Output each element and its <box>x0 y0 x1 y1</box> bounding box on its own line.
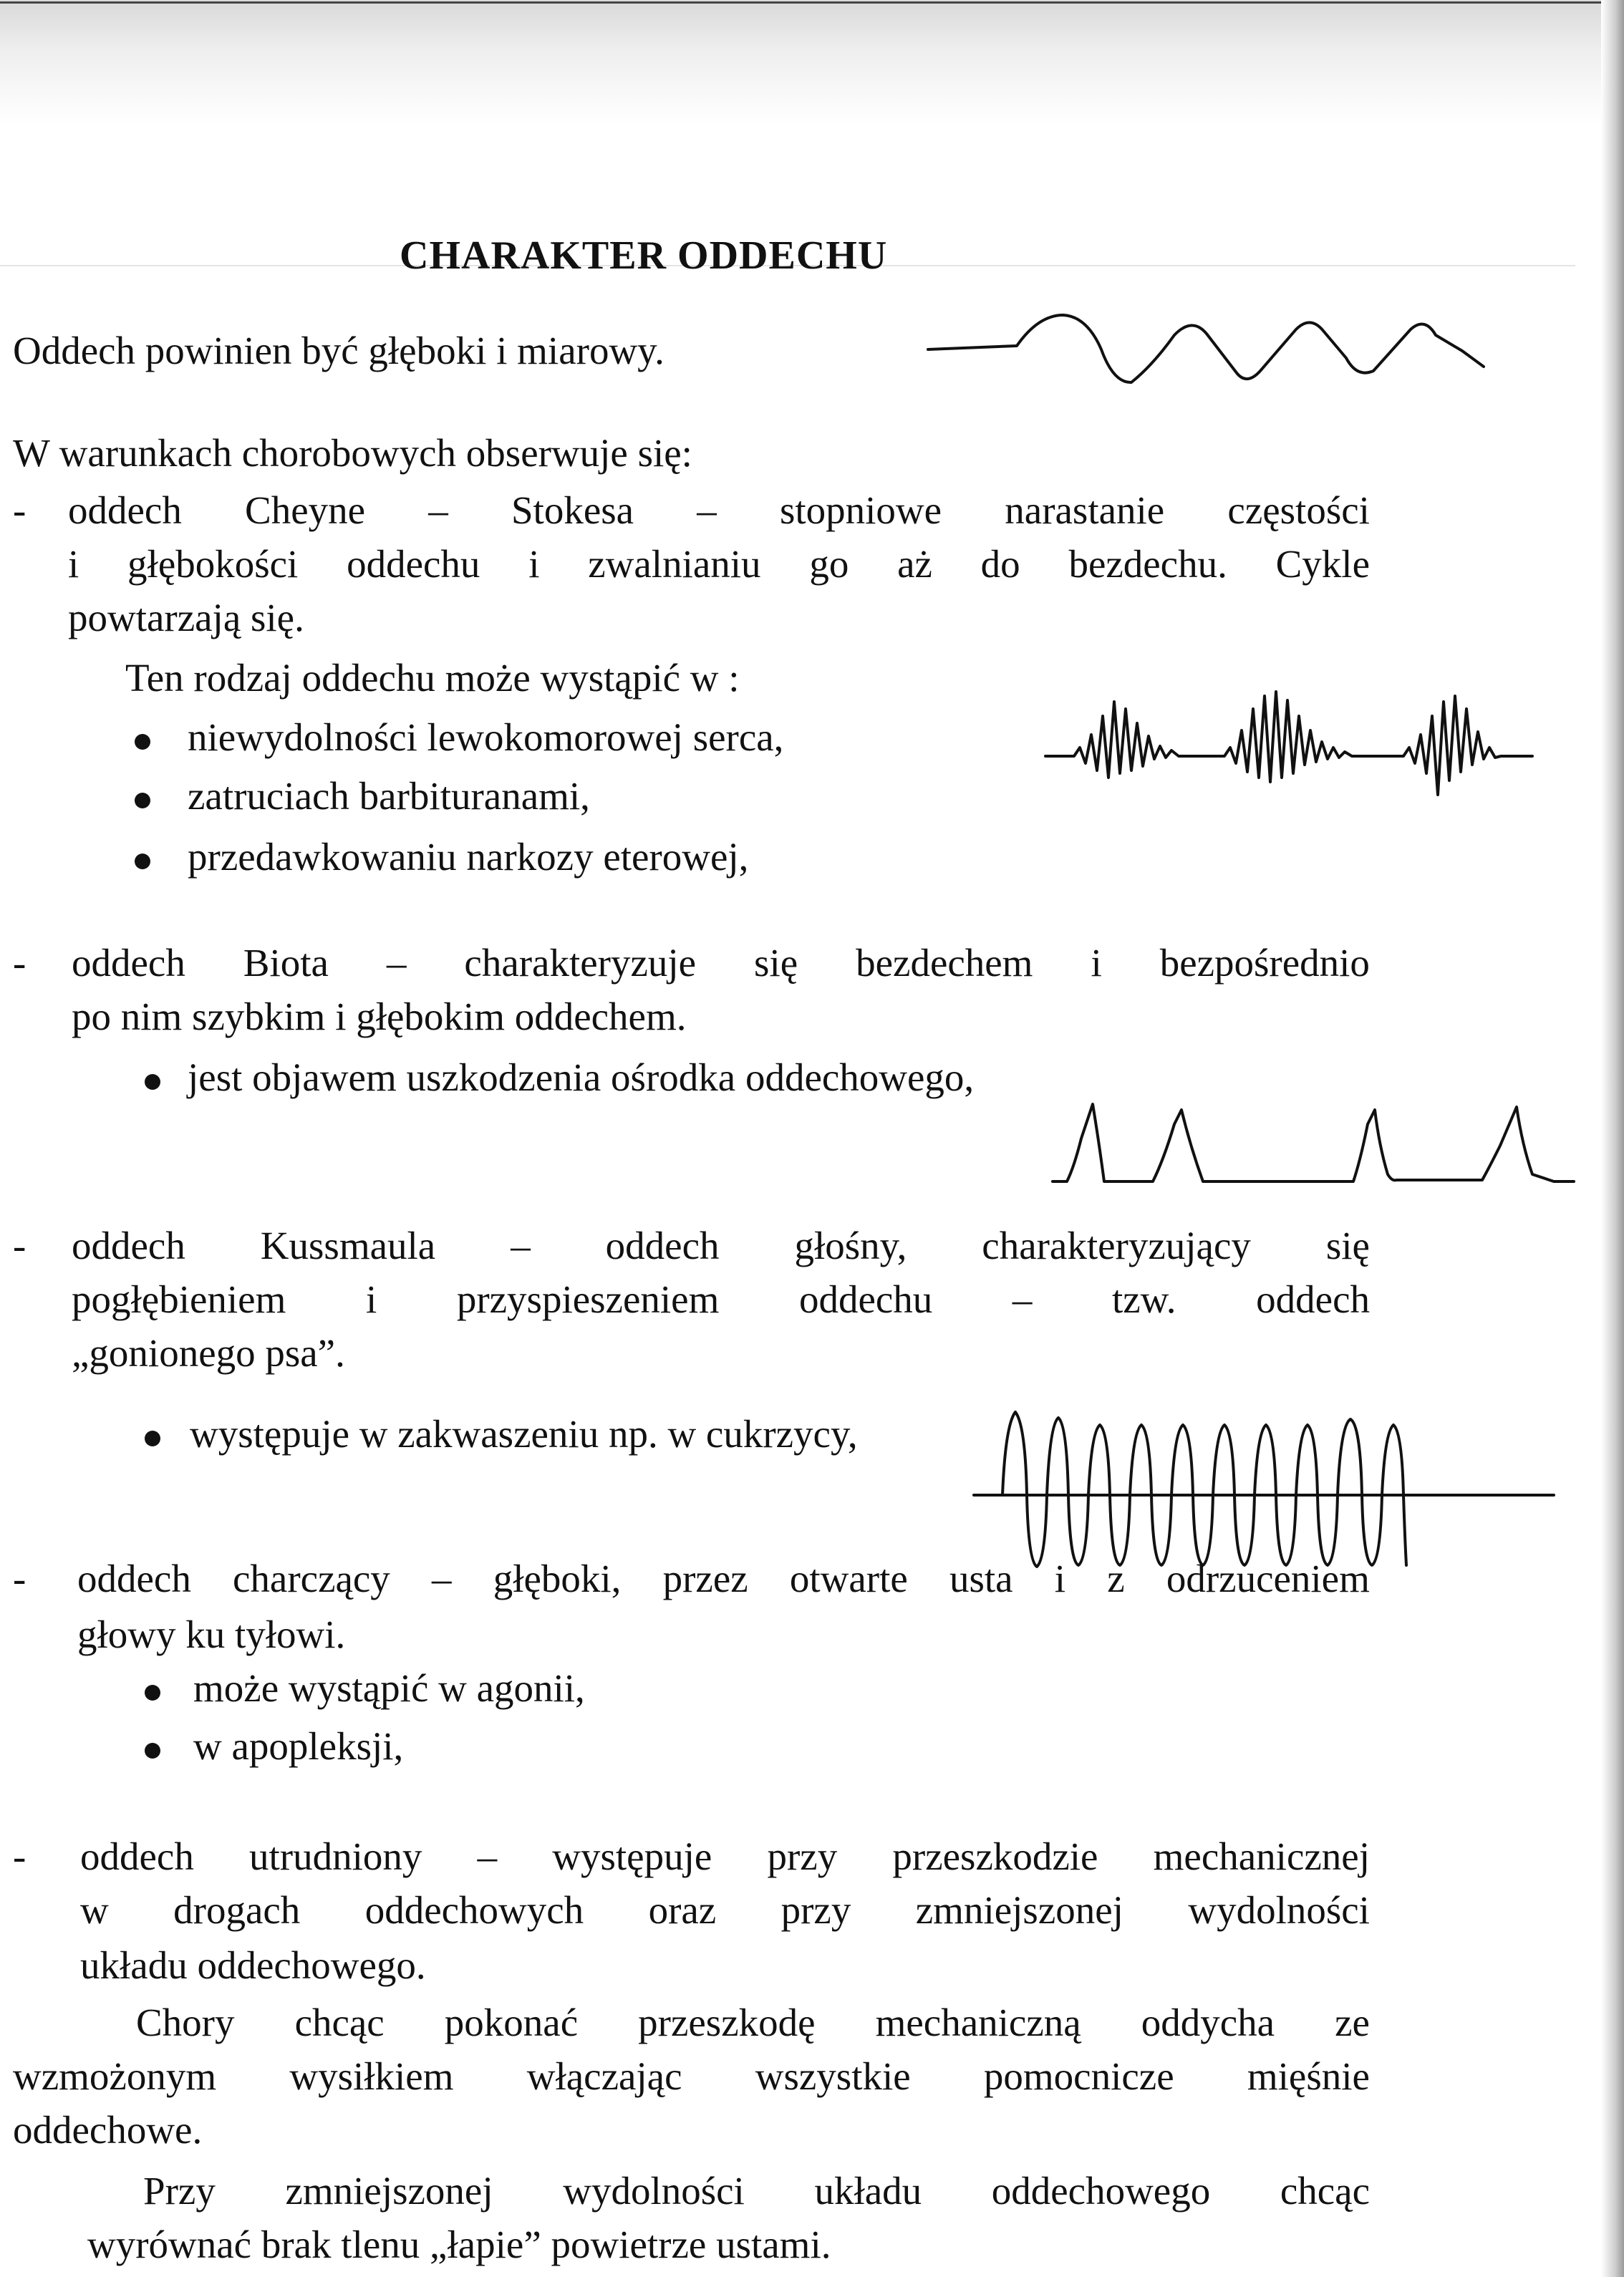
word: Cheyne <box>245 488 366 532</box>
dash-cheyne: - <box>13 488 26 532</box>
cheyne-item: przedawkowaniu narkozy eterowej, <box>188 835 749 879</box>
cheyne-stokes-waveform <box>1045 687 1547 816</box>
utrudniony-para1-line2 <box>13 2051 1370 2102</box>
kussmaul-item: występuje w zakwaszeniu np. w cukrzycy, <box>190 1412 858 1456</box>
word: odrzuceniem <box>1166 1557 1370 1600</box>
utrudniony-para2-line1 <box>143 2166 1370 2216</box>
dash-kussmaul: - <box>13 1224 26 1267</box>
word: Kussmaula <box>260 1224 436 1267</box>
word: zwalnianiu <box>588 542 761 586</box>
word: – <box>697 488 717 532</box>
word: bezdechem <box>856 941 1033 985</box>
word: – <box>511 1224 531 1267</box>
intro-text: Oddech powinien być głęboki i miarowy. <box>13 329 664 372</box>
word: oddech <box>68 488 182 532</box>
word: – <box>428 488 448 532</box>
word: tzw. <box>1111 1277 1176 1321</box>
word: do <box>980 542 1020 586</box>
word: wydolności <box>563 2169 745 2213</box>
word: przy <box>767 1834 838 1878</box>
word: bezdechu. <box>1068 542 1227 586</box>
word: Cykle <box>1275 542 1370 586</box>
word: go <box>809 542 849 586</box>
scan-top-edge <box>0 1 1624 4</box>
bullet <box>135 793 150 808</box>
word: aż <box>897 542 932 586</box>
cheyne-line-2 <box>68 539 1370 589</box>
utrudniony-line-1 <box>80 1832 1370 1882</box>
word: wszystkie <box>755 2054 911 2098</box>
word: oddech <box>605 1224 720 1267</box>
word: otwarte <box>789 1557 908 1600</box>
utrudniony-para2-line2: wyrównać brak tlenu „łapie” powietrze ustami. <box>87 2223 831 2266</box>
word: chcąc <box>294 2001 385 2044</box>
word: narastanie <box>1005 488 1165 532</box>
dash-biot: - <box>13 941 26 985</box>
word: oddechowych <box>364 1888 584 1932</box>
word: stopniowe <box>779 488 942 532</box>
word: głęboki, <box>493 1557 622 1600</box>
word: w <box>80 1888 109 1932</box>
word: – <box>1012 1277 1033 1321</box>
bullet <box>145 1685 160 1701</box>
word: wzmożonym <box>13 2054 217 2098</box>
kussmaul-line-2 <box>72 1275 1370 1325</box>
word: Przy <box>143 2169 216 2213</box>
bullet <box>135 734 150 750</box>
cheyne-item: zatruciach barbituranami, <box>188 774 590 818</box>
bullet <box>135 854 150 869</box>
page-title: CHARAKTER ODDECHU <box>400 233 888 278</box>
word: oddech <box>72 941 185 985</box>
word: i <box>1054 1557 1066 1600</box>
word: – <box>386 941 407 985</box>
utrudniony-line-3: układu oddechowego. <box>80 1943 426 1987</box>
biot-waveform <box>1053 1096 1582 1210</box>
biot-line-1 <box>72 938 1370 988</box>
charczacy-line-1 <box>77 1554 1370 1604</box>
word: charakteryzuje <box>464 941 697 985</box>
utrudniony-para1-line3: oddechowe. <box>13 2108 203 2152</box>
word: wydolności <box>1188 1888 1370 1932</box>
word: przeszkodę <box>638 2001 816 2044</box>
word: chcąc <box>1280 2169 1370 2213</box>
word: drogach <box>173 1888 301 1932</box>
biot-line-2: po nim szybkim i głębokim oddechem. <box>72 995 687 1038</box>
word: Stokesa <box>511 488 634 532</box>
dash-utrudniony: - <box>13 1834 26 1878</box>
charczacy-line-2: głowy ku tyłowi. <box>77 1613 346 1656</box>
word: pokonać <box>444 2001 579 2044</box>
normal-breathing-waveform <box>924 308 1497 394</box>
word: oddech <box>72 1224 185 1267</box>
word: zmniejszonej <box>915 1888 1123 1932</box>
word: mechaniczną <box>875 2001 1081 2044</box>
kussmaul-line-3: „gonionego psa”. <box>72 1331 345 1375</box>
word: i <box>68 542 79 586</box>
word: – <box>432 1557 452 1600</box>
conditions-heading: W warunkach chorobowych obserwuje się: <box>13 431 692 475</box>
word: występuje <box>552 1834 712 1878</box>
word: pomocnicze <box>983 2054 1174 2098</box>
biot-item: jest objawem uszkodzenia ośrodka oddechowego, <box>188 1055 975 1099</box>
word: układu <box>814 2169 922 2213</box>
word: usta <box>949 1557 1013 1600</box>
charczacy-item: może wystąpić w agonii, <box>193 1666 585 1710</box>
word: charczący <box>233 1557 390 1600</box>
word: oddechowego <box>991 2169 1211 2213</box>
word: i <box>365 1277 377 1321</box>
cheyne-subheading: Ten rodzaj oddechu może wystąpić w : <box>125 656 740 700</box>
word: oddech <box>1256 1277 1370 1321</box>
word: przez <box>662 1557 748 1600</box>
word: się <box>1325 1224 1370 1267</box>
word: utrudniony <box>249 1834 422 1878</box>
word: mechanicznej <box>1153 1834 1370 1878</box>
dash-charczacy: - <box>13 1557 26 1600</box>
utrudniony-para1-line1 <box>136 1998 1370 2048</box>
word: bezpośrednio <box>1159 941 1370 985</box>
word: oddech <box>80 1834 194 1878</box>
word: częstości <box>1227 488 1370 532</box>
word: oraz <box>648 1888 717 1932</box>
word: zmniejszonej <box>285 2169 493 2213</box>
word: i <box>1091 941 1102 985</box>
word: Biota <box>243 941 329 985</box>
word: Chory <box>136 2001 235 2044</box>
kussmaul-waveform <box>974 1403 1561 1575</box>
word: oddechu <box>347 542 480 586</box>
word: przy <box>780 1888 851 1932</box>
bullet <box>145 1431 160 1446</box>
word: oddycha <box>1141 2001 1275 2044</box>
word: głębokości <box>127 542 299 586</box>
word: charakteryzujący <box>982 1224 1251 1267</box>
word: oddechu <box>798 1277 933 1321</box>
word: przeszkodzie <box>892 1834 1098 1878</box>
word: pogłębieniem <box>72 1277 286 1321</box>
word: wysiłkiem <box>289 2054 454 2098</box>
cheyne-line-1 <box>68 485 1370 536</box>
word: się <box>754 941 798 985</box>
word: mięśnie <box>1247 2054 1370 2098</box>
bullet <box>145 1074 160 1090</box>
word: z <box>1107 1557 1125 1600</box>
bullet <box>145 1743 160 1759</box>
word: oddech <box>77 1557 191 1600</box>
cheyne-line-3: powtarzają się. <box>68 596 304 639</box>
scan-right-edge <box>1601 0 1624 2277</box>
charczacy-item: w apopleksji, <box>193 1724 404 1768</box>
word: włączając <box>526 2054 682 2098</box>
word: i <box>528 542 540 586</box>
word: przyspieszeniem <box>456 1277 720 1321</box>
word: ze <box>1335 2001 1370 2044</box>
kussmaul-line-1 <box>72 1221 1370 1271</box>
word: głośny, <box>794 1224 907 1267</box>
utrudniony-line-2 <box>80 1885 1370 1935</box>
cheyne-item: niewydolności lewokomorowej serca, <box>188 715 784 759</box>
scan-top-shading <box>0 0 1624 125</box>
word: – <box>477 1834 498 1878</box>
